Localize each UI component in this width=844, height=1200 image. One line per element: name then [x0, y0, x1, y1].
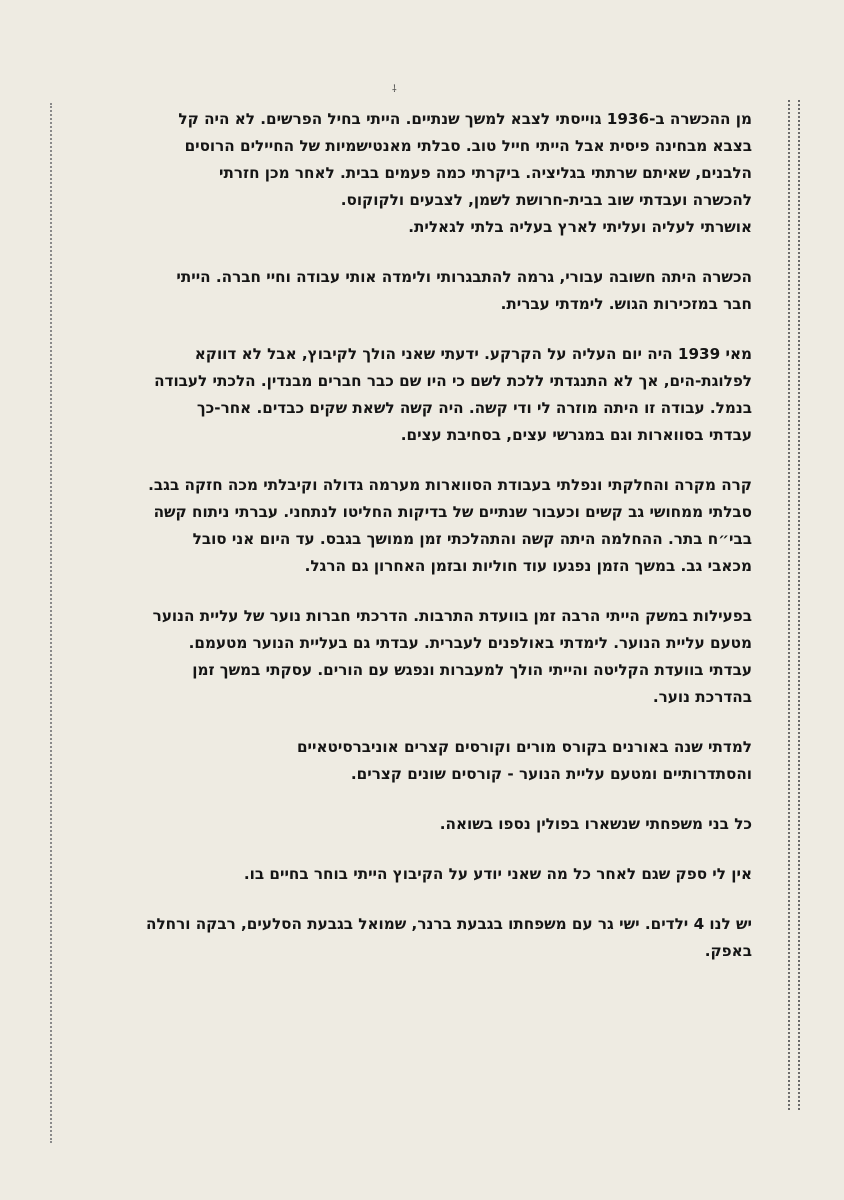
text-line: בפעילות במשק הייתי הרבה זמן בוועדת התרבות. הדרכתי חברות נוער של עליית הנוער	[152, 607, 752, 625]
text-line: עבדתי בוועדת הקליטה והייתי הולך למעברות ונפגש עם הורים. עסקתי במשך זמן	[192, 661, 752, 679]
text-line: הכשרה היתה חשובה עבורי, גרמה להתבגרותי ולימדה אותי עבודה וחיי חברה. הייתי	[176, 268, 752, 286]
paragraph-children	[82, 911, 752, 965]
text-line: בנמל. עבודה זו היתה מוזרה לי ודי קשה. היה קשה לשאת שקים כבדים. אחר-כך	[196, 399, 752, 417]
text-line: הלבנים, שאיתם שרתתי בגליציה. ביקרתי כמה פעמים בבית. לאחר מכן חזרתי	[219, 164, 752, 182]
text-line: להכשרה ועבדתי שוב בבית-חרושת לשמן, לצבעים ולקוקוס.	[340, 191, 752, 209]
paragraph-settlement-1939	[82, 341, 752, 449]
document-body	[82, 106, 752, 988]
dotted-border-right	[788, 100, 800, 1110]
text-line: עבדתי בסווארות וגם במגרשי עצים, בסחיבת עצים.	[400, 426, 752, 444]
text-line: יש לנו 4 ילדים. ישי גר עם משפחתו בגבעת ברנר, שמואל בגבעת הסלעים, רבקה ורחלה	[146, 915, 752, 933]
text-line: מטעם עליית הנוער. לימדתי באולפנים לעברית. עבדתי גם בעליית הנוער מטעמם.	[188, 634, 752, 652]
text-line: בבי״ח בתר. ההחלמה היתה קשה והתהלכתי זמן ממושך בגבס. עד היום אני סובל	[192, 530, 752, 548]
text-line: מן ההכשרה ב-1936 גוייסתי לצבא למשך שנתיים. הייתי בחיל הפרשים. לא היה קל	[178, 110, 752, 128]
text-line: קרה מקרה והחלקתי ונפלתי בעבודת הסווארות מערמה גדולה וקיבלתי מכה חזקה בגב.	[148, 476, 752, 494]
text-line: בהדרכת נוער.	[652, 688, 752, 706]
text-line: מכאבי גב. במשך הזמן נפגעו עוד חוליות ובזמן האחרון גם הרגל.	[304, 557, 752, 575]
text-line: למדתי שנה באורנים בקורס מורים וקורסים קצרים אוניברסיטאיים	[296, 738, 752, 756]
paragraph-kibbutz-choice	[82, 861, 752, 888]
text-line: אושרתי לעליה ועליתי לארץ בעליה בלתי לגאלית.	[408, 218, 752, 236]
paragraph-military-service	[82, 106, 752, 241]
text-line: והסתדרותיים ומטעם עליית הנוער - קורסים שונים קצרים.	[350, 765, 752, 783]
text-line: לפלוגת-הים, אך לא התנגדתי ללכת לשם כי היו שם כבר חברים מבנדין. הלכתי לעבודה	[154, 372, 752, 390]
scan-mark: ⸸	[392, 84, 397, 95]
text-line: באפק.	[704, 942, 752, 960]
text-line: חבר במזכירות הגוש. לימדתי עברית.	[500, 295, 752, 313]
text-line: כל בני משפחתי שנשארו בפולין נספו בשואה.	[439, 815, 752, 833]
paragraph-studies	[82, 734, 752, 788]
text-line: בצבא מבחינה פיסית אבל הייתי חייל טוב. סבלתי מאנטישמיות של החיילים הרוסים	[184, 137, 752, 155]
paragraph-family-holocaust	[82, 811, 752, 838]
text-line: מאי 1939 היה יום העליה על הקרקע. ידעתי שאני הולך לקיבוץ, אבל לא דווקא	[194, 345, 752, 363]
text-line: אין לי ספק שגם לאחר כל מה שאני יודע על הקיבוץ הייתי בוחר בחיים בו.	[243, 865, 752, 883]
dotted-border-left	[50, 103, 55, 1143]
paragraph-activities	[82, 603, 752, 711]
text-line: סבלתי ממחושי גב קשים וכעבור שנתיים של בדיקות החליטו לנתחני. עברתי ניתוח קשה	[153, 503, 752, 521]
paragraph-accident	[82, 472, 752, 580]
paragraph-training	[82, 264, 752, 318]
